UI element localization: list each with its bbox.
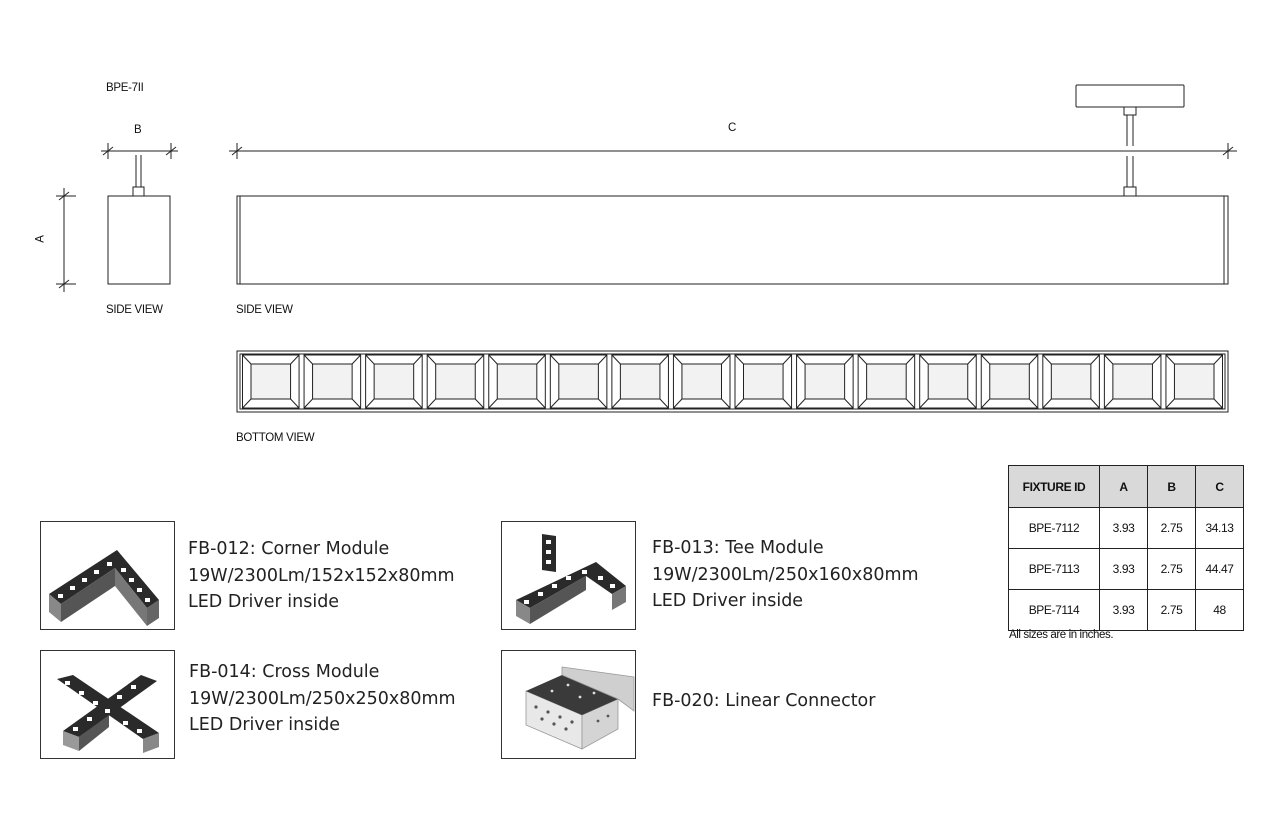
cross-module-icon <box>41 651 174 758</box>
louver-cell <box>981 355 1038 408</box>
louver-cell <box>243 355 300 408</box>
tee-module-driver: LED Driver inside <box>652 591 804 611</box>
corner-module-driver: LED Driver inside <box>188 592 340 612</box>
dim-label-c: C <box>728 122 737 134</box>
bottom-view-label: BOTTOM VIEW <box>236 432 315 444</box>
side-view-label-long: SIDE VIEW <box>236 304 293 316</box>
louver-cell <box>735 355 792 408</box>
louver-cell <box>673 355 730 408</box>
side-view-long-body <box>237 196 1228 284</box>
cell-b: 2.75 <box>1148 549 1196 590</box>
louver-cell <box>304 355 361 408</box>
corner-module-icon <box>41 522 174 629</box>
fixture-spec-table <box>1008 465 1244 631</box>
louver-cell <box>920 355 977 408</box>
cross-module-image <box>40 650 175 759</box>
table-row <box>1009 549 1244 590</box>
louver-cell <box>1043 355 1100 408</box>
cell-c: 44.47 <box>1196 549 1244 590</box>
side-view-label-small: SIDE VIEW <box>106 304 163 316</box>
header-fixture-id: FIXTURE ID <box>1009 466 1100 508</box>
cell-b: 2.75 <box>1148 508 1196 549</box>
linear-connector-title: FB-020: Linear Connector <box>652 691 876 711</box>
corner-module-title: FB-012: Corner Module <box>188 539 390 559</box>
tee-module-image <box>501 521 636 630</box>
tee-module-title: FB-013: Tee Module <box>652 538 824 558</box>
cell-fixture-id: BPE-7112 <box>1009 508 1100 549</box>
header-c: C <box>1196 466 1244 508</box>
linear-connector-image <box>501 650 636 759</box>
cross-module-driver: LED Driver inside <box>189 715 341 735</box>
cell-c: 48 <box>1196 590 1244 631</box>
louver-cell <box>427 355 484 408</box>
louver-cell <box>612 355 669 408</box>
cell-b: 2.75 <box>1148 590 1196 631</box>
header-a: A <box>1100 466 1148 508</box>
louver-cell <box>366 355 423 408</box>
cell-fixture-id: BPE-7113 <box>1009 549 1100 590</box>
louver-cell <box>550 355 607 408</box>
header-b: B <box>1148 466 1196 508</box>
cell-c: 34.13 <box>1196 508 1244 549</box>
table-row <box>1009 590 1244 631</box>
tee-module-spec: 19W/2300Lm/250x160x80mm <box>652 564 919 585</box>
corner-module-image <box>40 521 175 630</box>
table-row <box>1009 508 1244 549</box>
cell-a: 3.93 <box>1100 590 1148 631</box>
dim-label-b: B <box>134 124 142 136</box>
corner-module-text <box>188 536 455 616</box>
ceiling-canopy <box>1076 85 1184 107</box>
cross-module-text <box>189 659 456 739</box>
side-view-small-body <box>108 196 170 284</box>
cell-a: 3.93 <box>1100 508 1148 549</box>
units-note: All sizes are in inches. <box>1009 629 1114 641</box>
table-header-row <box>1009 466 1244 508</box>
tee-module-icon <box>502 522 635 629</box>
corner-module-spec: 19W/2300Lm/152x152x80mm <box>188 565 455 586</box>
cross-module-title: FB-014: Cross Module <box>189 662 380 682</box>
linear-connector-icon <box>502 651 635 758</box>
louver-cell <box>858 355 915 408</box>
linear-connector-text <box>652 688 875 715</box>
cell-a: 3.93 <box>1100 549 1148 590</box>
tee-module-text <box>652 535 919 615</box>
louver-cell <box>1104 355 1161 408</box>
model-label: BPE-7II <box>106 82 144 94</box>
louver-cell <box>489 355 546 408</box>
louver-cell <box>1166 355 1223 408</box>
louver-cell <box>797 355 854 408</box>
dim-label-a: A <box>34 235 47 243</box>
cell-fixture-id: BPE-7114 <box>1009 590 1100 631</box>
cross-module-spec: 19W/2300Lm/250x250x80mm <box>189 688 456 709</box>
